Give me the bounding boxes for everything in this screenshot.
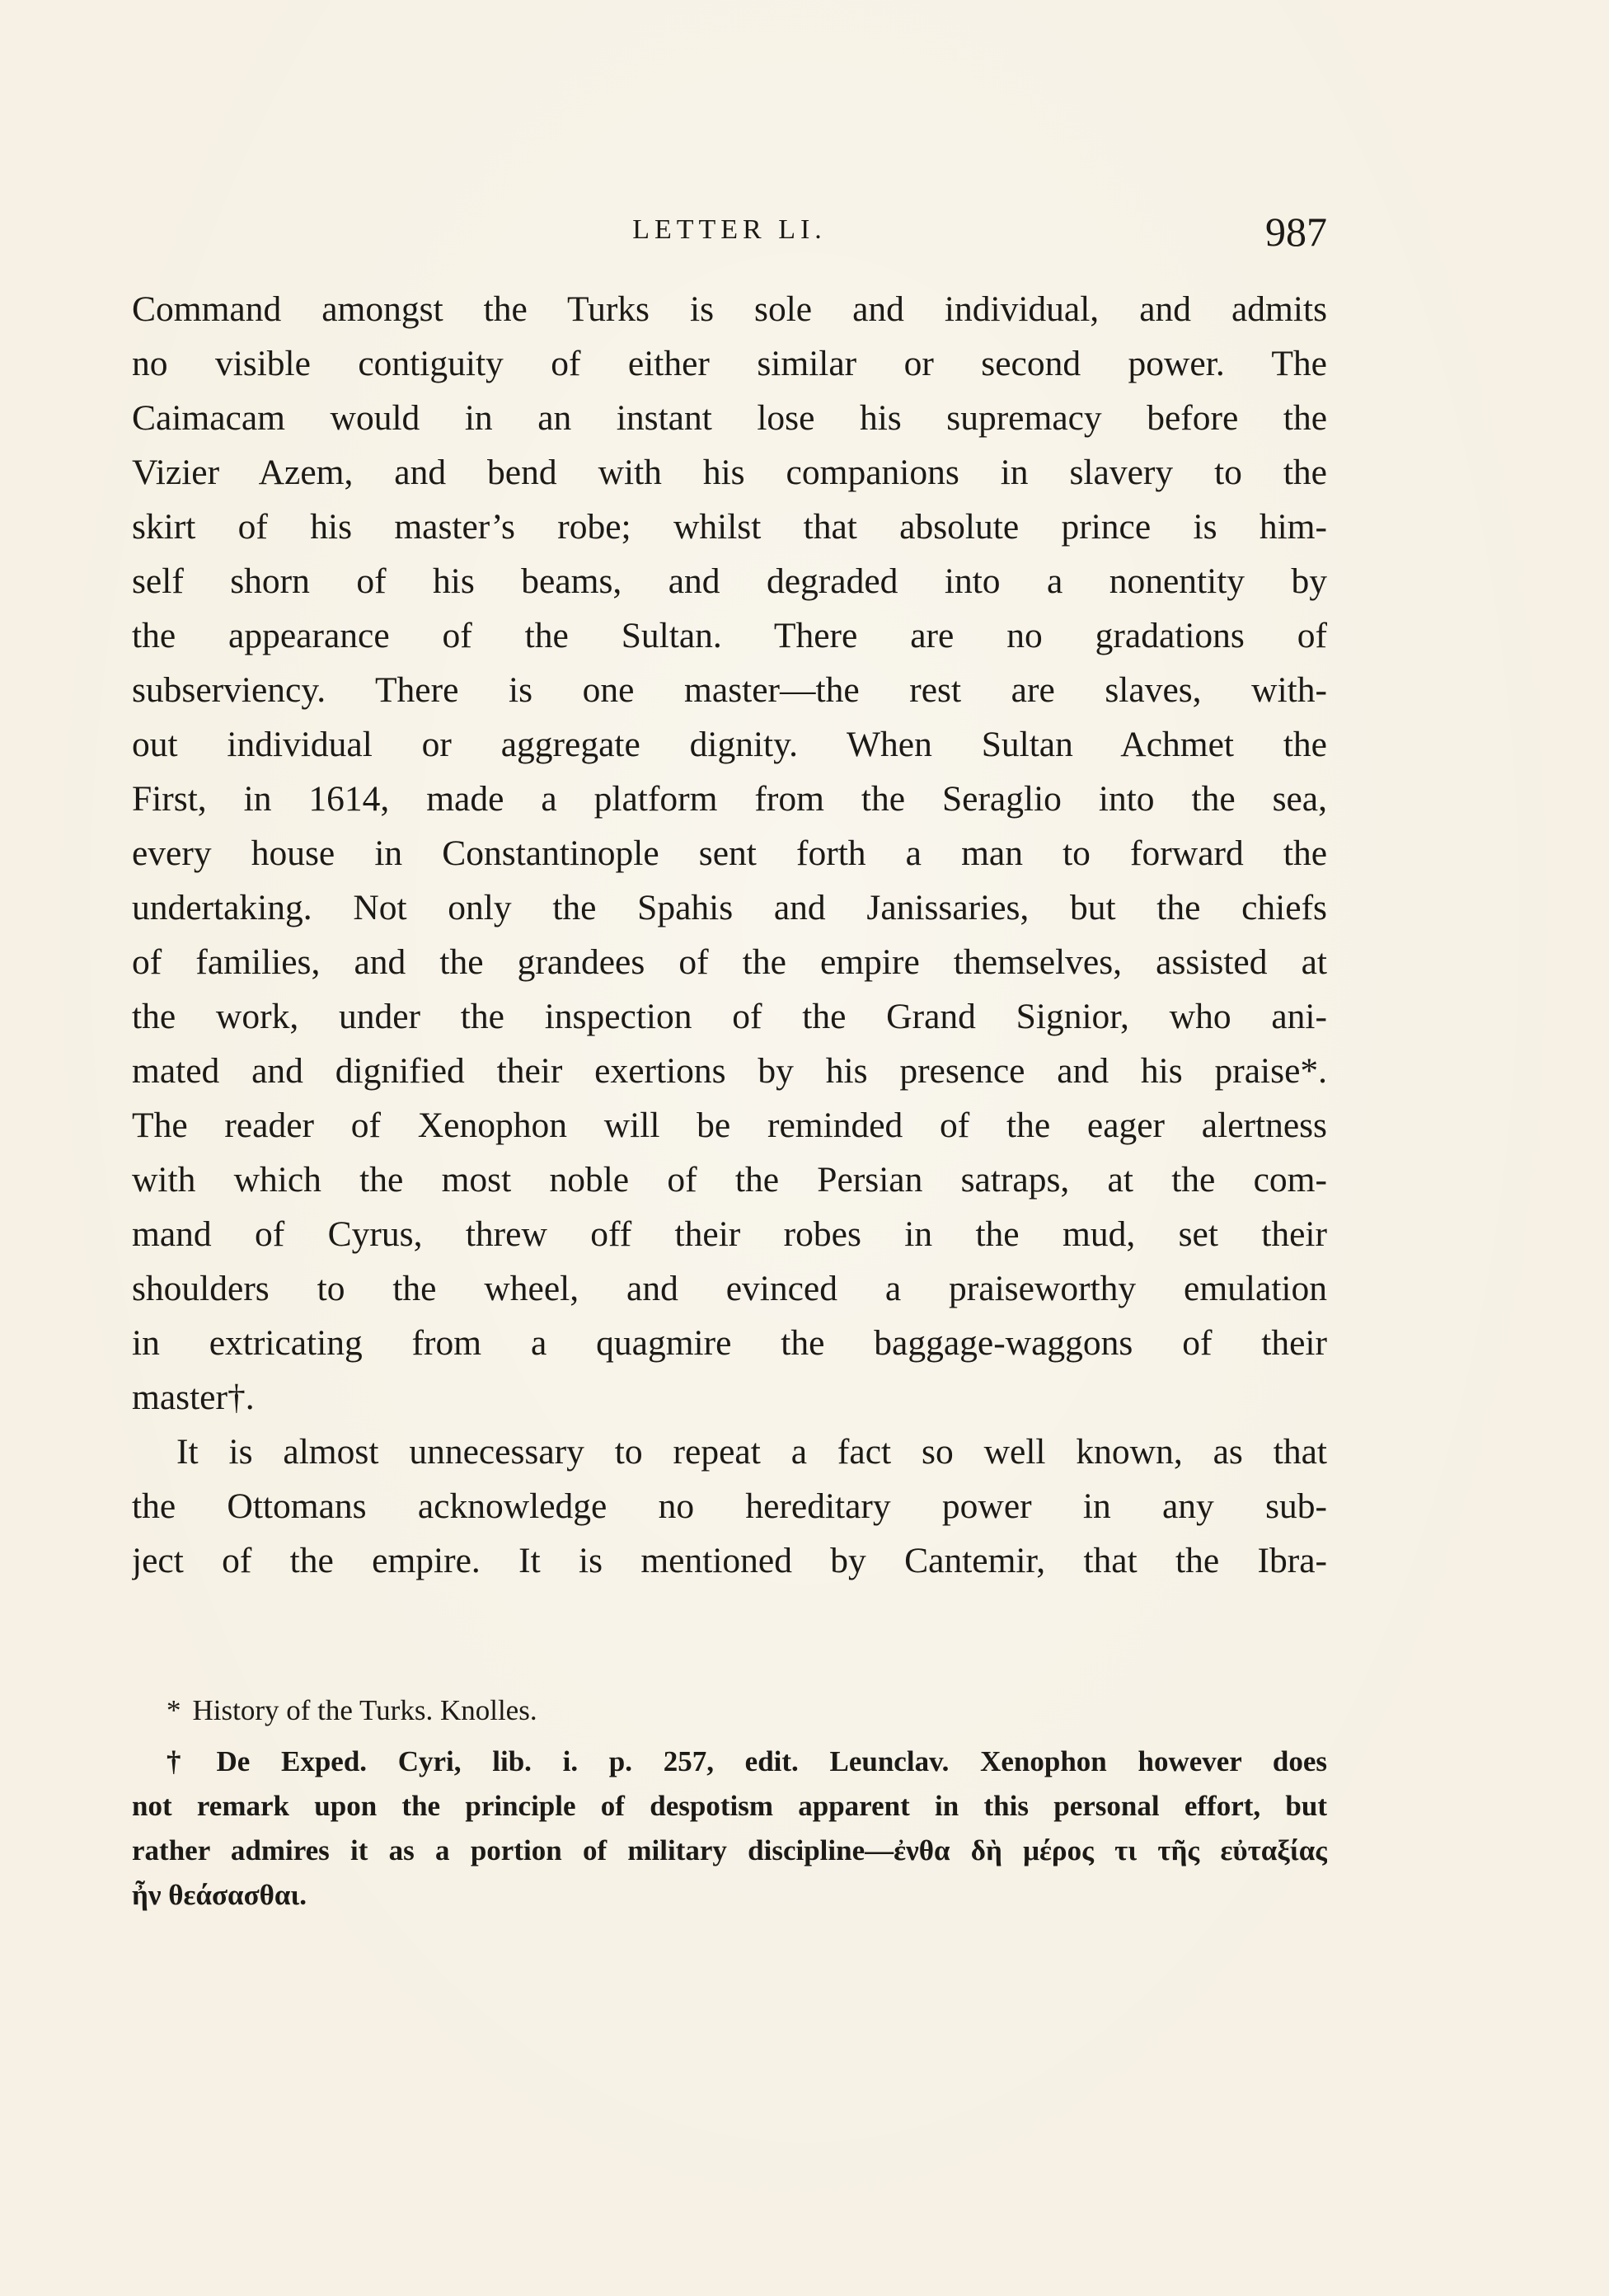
body-line: undertaking. Not only the Spahis and Janissaries, but the chiefs [132,888,1327,927]
body-line: every house in Constantinople sent forth a man to forward the [132,833,1327,873]
footnote-2 [132,1740,1327,1784]
body-line: Vizier Azem, and bend with his companions in slavery to the [132,453,1327,492]
body-line: of families, and the grandees of the empire themselves, assisted at [132,942,1327,982]
body-line: Command amongst the Turks is sole and individual, and admits [132,289,1327,329]
body-line: in extricating from a quagmire the baggage-waggons of their [132,1323,1327,1363]
body-line: with which the most noble of the Persian satraps, at the com- [132,1160,1327,1200]
body-line: ject of the empire. It is mentioned by Cantemir, that the Ibra- [132,1541,1327,1580]
body-line: It is almost unnecessary to repeat a fact so well known, as that [176,1432,1327,1472]
footnote-text: rather admires it as a portion of military discipline—ἐνθα δὴ μέρος τι τῆς εὐταξίας [132,1834,1327,1866]
page-number: 987 [1265,209,1327,255]
body-line: the appearance of the Sultan. There are no gradations of [132,616,1327,655]
footnote-mark: † [167,1745,205,1777]
footnote-text: ἦν θεάσασθαι. [132,1879,307,1911]
footnotes [132,1688,1327,1918]
body-line: self shorn of his beams, and degraded into a nonentity by [132,561,1327,601]
body-line: First, in 1614, made a platform from the Seraglio into the sea, [132,779,1327,819]
running-title: LETTER LI. [632,214,827,245]
body-line: subserviency. There is one master—the rest are slaves, with- [132,670,1327,710]
footnote-1 [132,1688,1327,1733]
running-head [132,208,1327,257]
body-line: out individual or aggregate dignity. When Sultan Achmet the [132,725,1327,764]
body-line: no visible contiguity of either similar or second power. The [132,344,1327,383]
body-line: the Ottomans acknowledge no hereditary power in any sub- [132,1486,1327,1526]
body-line: mated and dignified their exertions by his presence and his praise*. [132,1051,1327,1091]
body-line: mand of Cyrus, threw off their robes in the mud, set their [132,1214,1327,1254]
body-line: Caimacam would in an instant lose his supremacy before the [132,398,1327,438]
body-line: shoulders to the wheel, and evinced a praiseworthy emulation [132,1269,1327,1308]
footnote-mark: * [167,1694,181,1726]
body-text [132,282,1327,1588]
body-line: The reader of Xenophon will be reminded of the eager alertness [132,1106,1327,1145]
footnote-text: De Exped. Cyri, lib. i. p. 257, edit. Leunclav. Xenophon however does [216,1745,1327,1777]
body-line: master†. [132,1378,255,1417]
body-line: skirt of his master’s robe; whilst that absolute prince is him- [132,507,1327,547]
body-line: the work, under the inspection of the Grand Signior, who ani- [132,997,1327,1036]
footnote-text: not remark upon the principle of despotism apparent in this personal effort, but [132,1790,1327,1822]
footnote-text: History of the Turks. Knolles. [192,1694,537,1726]
